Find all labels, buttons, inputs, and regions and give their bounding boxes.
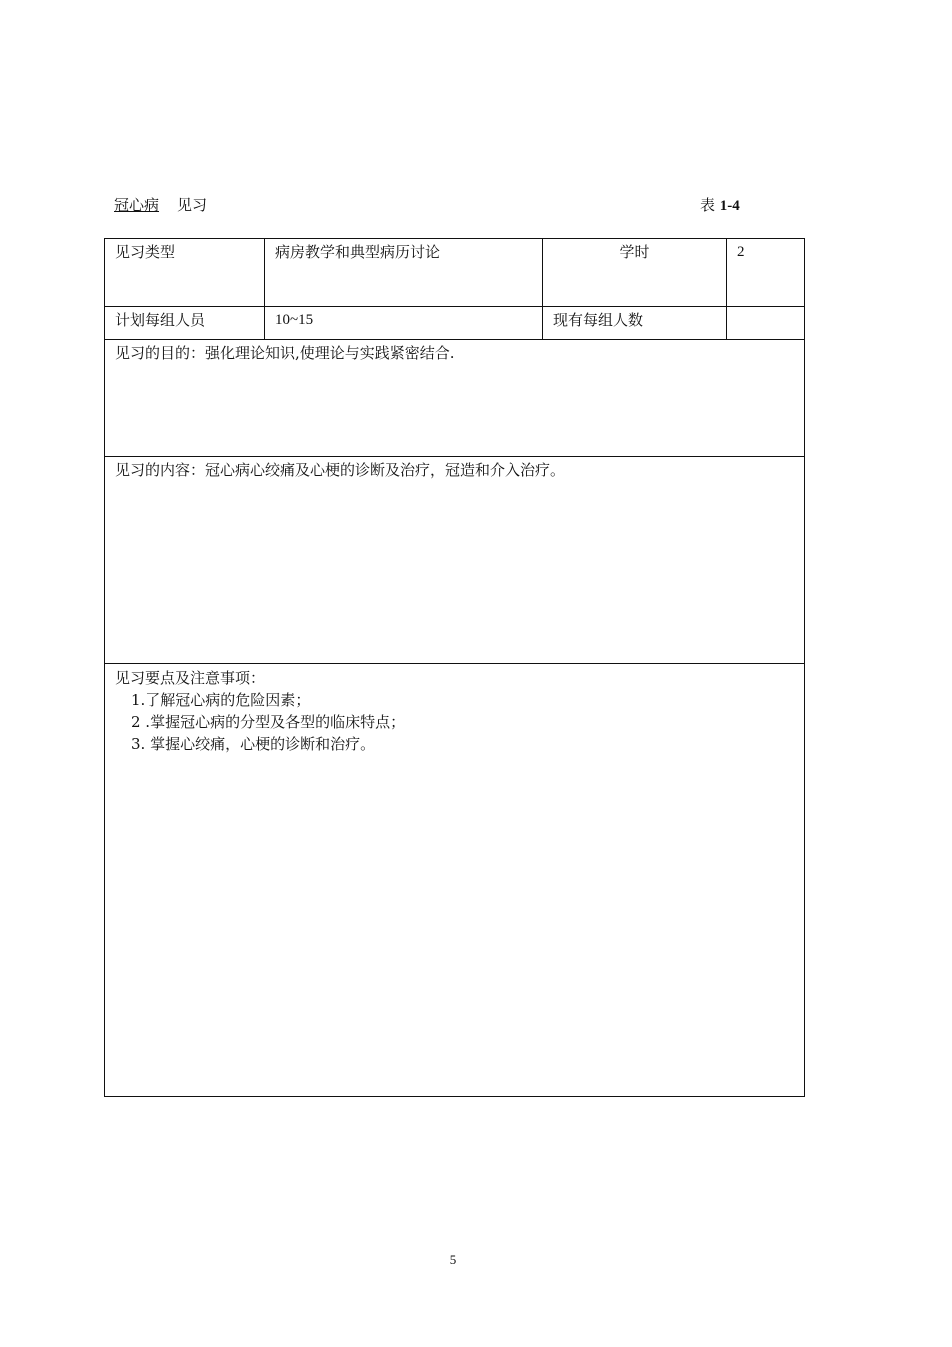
list-item: 1.了解冠心病的危险因素； xyxy=(131,691,311,709)
table-number: 1-4 xyxy=(719,198,740,214)
page-title xyxy=(114,195,207,215)
title-disease: 冠心病 xyxy=(114,196,160,214)
table-row xyxy=(105,307,805,340)
table-row xyxy=(105,457,805,664)
table-row xyxy=(105,340,805,457)
list-item: 3. 掌握心绞痛，心梗的诊断和治疗。 xyxy=(131,735,376,753)
list-item: 2 .掌握冠心病的分型及各型的临床特点； xyxy=(131,713,406,731)
type-value-cell: 病房教学和典型病历讨论 xyxy=(265,239,543,307)
notes-heading: 见习要点及注意事项： xyxy=(115,669,266,687)
content-cell: 见习的内容：冠心病心绞痛及心梗的诊断及治疗，冠造和介入治疗。 xyxy=(105,457,805,664)
notes-cell xyxy=(105,664,805,1097)
table-prefix: 表 xyxy=(700,196,716,214)
purpose-cell: 见习的目的：强化理论知识,使理论与实践紧密结合. xyxy=(105,340,805,457)
type-label-cell: 见习类型 xyxy=(105,239,265,307)
table-row xyxy=(105,664,805,1097)
table-row xyxy=(105,239,805,307)
hours-label-cell: 学时 xyxy=(543,239,727,307)
notes-list xyxy=(115,689,794,755)
hours-value-cell: 2 xyxy=(727,239,805,307)
practice-table xyxy=(104,238,805,1097)
table-number-label xyxy=(700,195,740,216)
current-label-cell: 现有每组人数 xyxy=(543,307,727,340)
planned-value-cell: 10~15 xyxy=(265,307,543,340)
current-value-cell xyxy=(727,307,805,340)
title-type: 见习 xyxy=(177,196,208,214)
page-number: 5 xyxy=(449,1252,457,1267)
planned-label-cell: 计划每组人员 xyxy=(105,307,265,340)
